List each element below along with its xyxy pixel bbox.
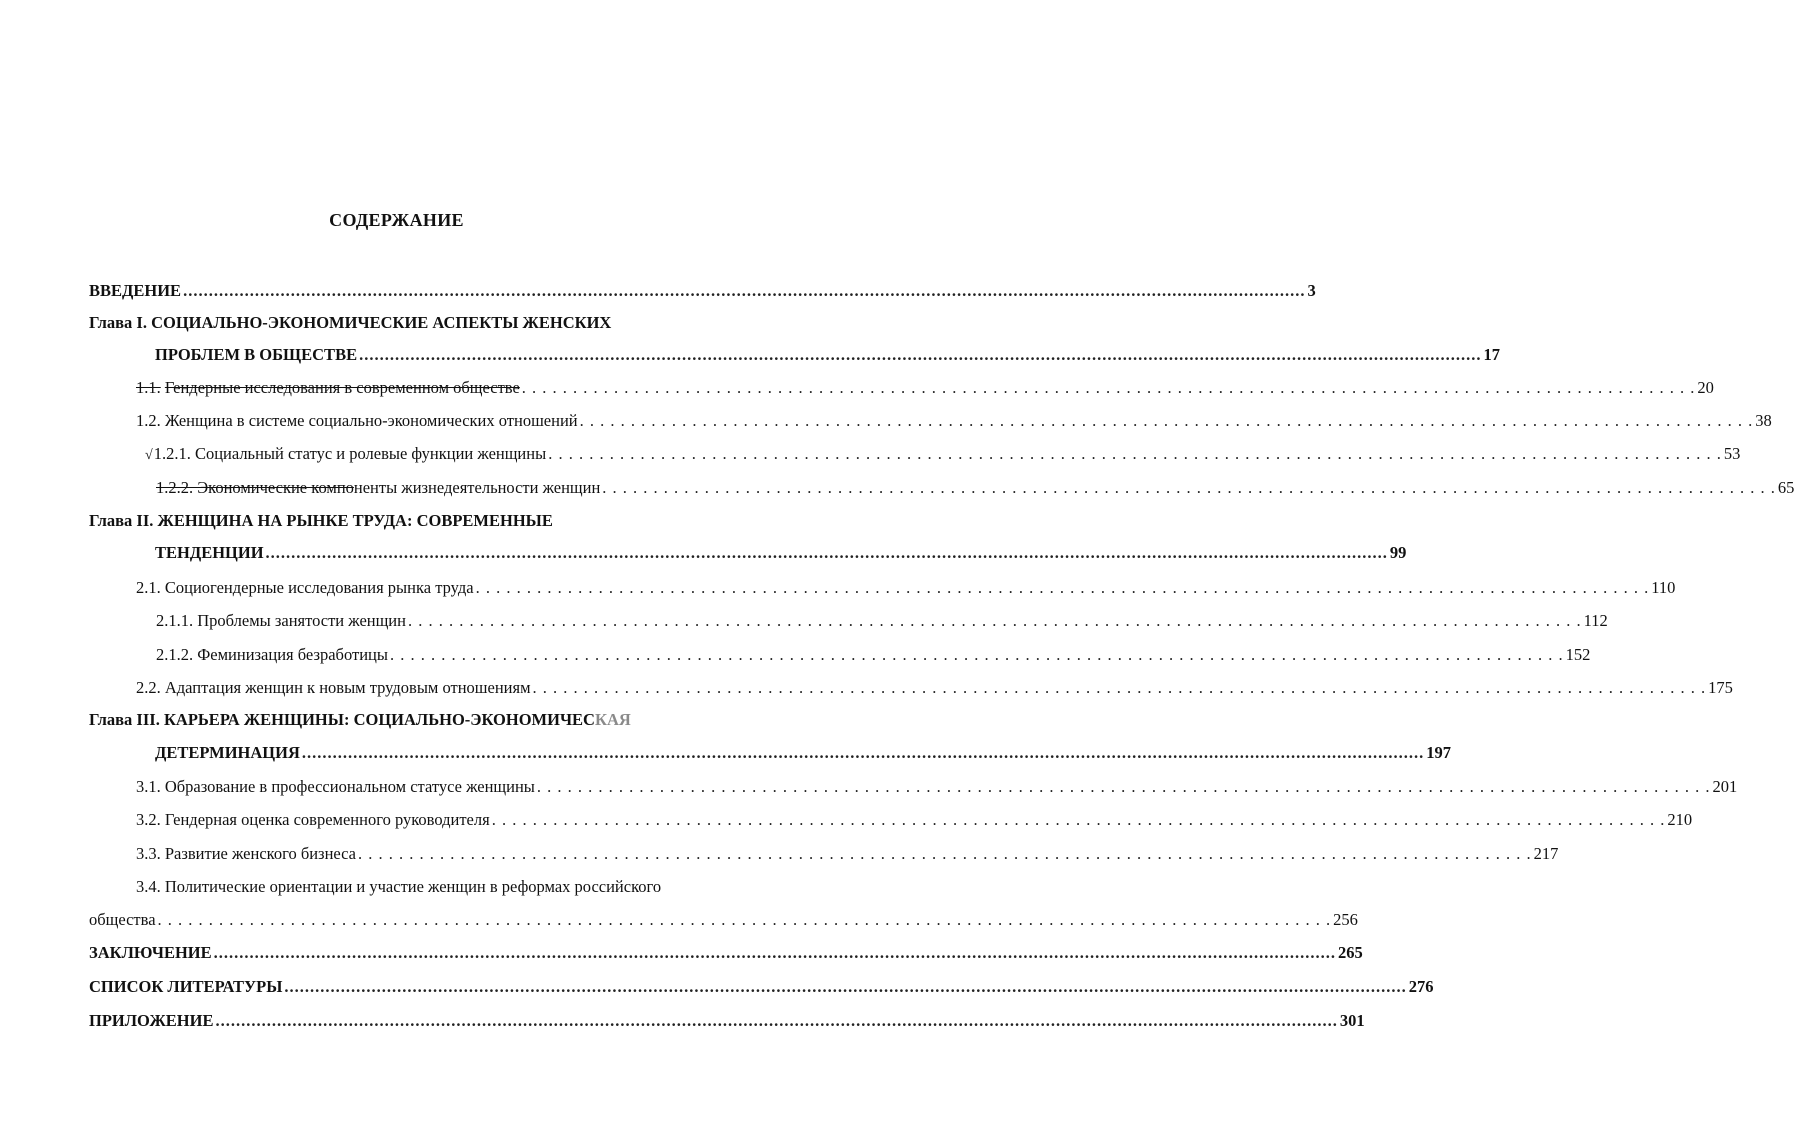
dot-leader [492, 809, 1666, 831]
chapter-2-heading: Глава II. ЖЕНЩИНА НА РЫНКЕ ТРУДА: СОВРЕМЕННЫЕ [89, 511, 553, 530]
toc-entry-label [136, 377, 520, 399]
dot-leader [302, 742, 1424, 764]
toc-page-number: 65 [1777, 478, 1794, 497]
toc-entry-label: ВВЕДЕНИЕ [89, 281, 182, 300]
toc-entry-appendix [89, 1010, 1365, 1032]
toc-entry-2-1-2 [156, 644, 1591, 666]
toc-entry-label: ЗАКЛЮЧЕНИЕ [89, 943, 212, 962]
toc-entry-3-4 [89, 909, 1358, 931]
check-mark-icon: √ [145, 448, 153, 463]
toc-entry-label: 3.1. Образование в профессиональном статусе женщины [136, 777, 535, 796]
dot-leader [390, 644, 1564, 666]
toc-page-number: 301 [1339, 1011, 1365, 1030]
toc-page-number: 53 [1723, 444, 1741, 463]
toc-page-number: 38 [1755, 411, 1772, 430]
toc-page-number: 20 [1697, 378, 1714, 397]
dot-leader [548, 443, 1722, 465]
dot-leader [215, 1010, 1337, 1032]
toc-entry-2-1 [136, 577, 1676, 599]
dot-leader [358, 843, 1532, 865]
toc-page-number: 112 [1583, 611, 1608, 630]
toc-entry-label: ТЕНДЕНЦИИ [155, 543, 264, 562]
chapter-1-heading: Глава I. СОЦИАЛЬНО-ЭКОНОМИЧЕСКИЕ АСПЕКТЫ ЖЕНСКИХ [89, 313, 612, 332]
dot-leader [158, 909, 1332, 931]
toc-entry-chapter-1 [155, 344, 1500, 366]
toc-entry-chapter-2 [155, 542, 1407, 564]
toc-entry-label: 2.2. Адаптация женщин к новым трудовым отношениям [136, 678, 531, 697]
toc-entry-label: ПРИЛОЖЕНИЕ [89, 1011, 214, 1030]
toc-entry-label [156, 477, 600, 499]
toc-entry-3-1 [136, 776, 1738, 798]
toc-entry-1-2-1 [145, 443, 1741, 467]
toc-page-number: 3 [1307, 281, 1316, 300]
toc-entry-label: 2.1.2. Феминизация безработицы [156, 645, 388, 664]
toc-entry-label: 3.2. Гендерная оценка современного руководителя [136, 810, 490, 829]
dot-leader [266, 542, 1388, 564]
toc-entry-chapter-3 [155, 742, 1451, 764]
toc-entry-intro [89, 280, 1316, 302]
dot-leader [284, 976, 1406, 998]
toc-entry-label: ПРОБЛЕМ В ОБЩЕСТВЕ [155, 345, 358, 364]
dot-leader [533, 677, 1707, 699]
dot-leader [522, 377, 1696, 399]
dot-leader [183, 280, 1305, 302]
toc-entry-label: 2.1.1. Проблемы занятости женщин [156, 611, 406, 630]
toc-entry-3-3 [136, 843, 1559, 865]
chapter-3-heading-faded: КАЯ [594, 710, 631, 729]
toc-entry-2-1-1 [156, 610, 1608, 632]
dot-leader [359, 344, 1481, 366]
dot-leader [580, 410, 1754, 432]
toc-page-number: 175 [1708, 678, 1733, 697]
toc-entry-title-rest: ненты жизнедеятельности женщин [353, 478, 601, 497]
toc-entry-2-2 [136, 677, 1733, 699]
toc-entry-label: СПИСОК ЛИТЕРАТУРЫ [89, 977, 283, 996]
toc-page-number: 210 [1667, 810, 1693, 829]
toc-entry-title-struck: 1.2.2. Экономические компо [156, 478, 354, 497]
toc-page-number: 17 [1483, 345, 1500, 364]
toc-entry-label: общества [89, 910, 156, 929]
page-title: СОДЕРЖАНИЕ [329, 210, 464, 230]
toc-entry-references [89, 976, 1434, 998]
toc-entry-label: 1.2. Женщина в системе социально-экономических отношений [136, 411, 578, 430]
toc-entry-3-4-line1: 3.4. Политические ориентации и участие женщин в реформах российского [136, 877, 662, 896]
toc-entry-title: 1.2.1. Социальный статус и ролевые функции женщины [153, 444, 547, 463]
toc-page-number: 152 [1565, 645, 1591, 664]
toc-entry-label [145, 443, 546, 467]
chapter-3-heading-main: Глава III. КАРЬЕРА ЖЕНЩИНЫ: СОЦИАЛЬНО-ЭКОНОМИЧЕС [89, 710, 595, 729]
toc-entry-title: Гендерные исследования в современном обществе [164, 378, 520, 397]
dot-leader [214, 942, 1336, 964]
toc-entry-label: 3.3. Развитие женского бизнеса [136, 844, 356, 863]
dot-leader [476, 577, 1650, 599]
dot-leader [537, 776, 1711, 798]
toc-entry-conclusion [89, 942, 1363, 964]
toc-entry-1-2-2 [156, 477, 1794, 499]
toc-page-number: 265 [1338, 943, 1363, 962]
toc-page-number: 217 [1533, 844, 1559, 863]
chapter-3-heading [89, 709, 631, 731]
toc-entry-label: ДЕТЕРМИНАЦИЯ [155, 743, 300, 762]
dot-leader [408, 610, 1582, 632]
toc-entry-1-2 [136, 410, 1772, 432]
dot-leader [602, 477, 1776, 499]
toc-entry-number: 1.1. [136, 378, 161, 397]
toc-entry-3-2 [136, 809, 1693, 831]
toc-entry-label: 2.1. Социогендерные исследования рынка труда [136, 578, 474, 597]
toc-entry-1-1 [136, 377, 1714, 399]
toc-page-number: 110 [1651, 578, 1676, 597]
toc-page-number: 197 [1426, 743, 1451, 762]
toc-page-number: 276 [1408, 977, 1434, 996]
toc-page-number: 256 [1333, 910, 1358, 929]
toc-page-number: 99 [1389, 543, 1407, 562]
toc-page-number: 201 [1712, 777, 1738, 796]
